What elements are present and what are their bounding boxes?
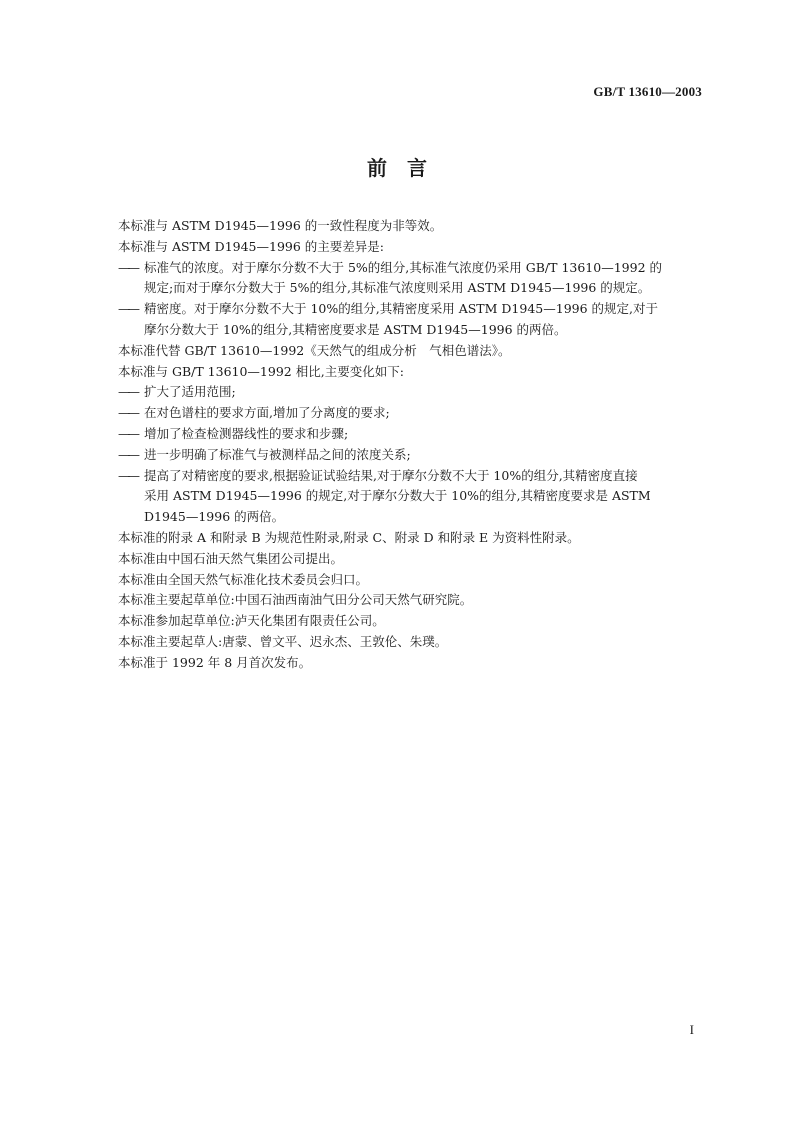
- dash-item-text: [144, 445, 708, 466]
- text-line: 进一步明确了标准气与被测样品之间的浓度关系;: [144, 446, 411, 462]
- text-line: D1945—1996 的两倍。: [144, 509, 285, 525]
- dash-list-item: [118, 258, 708, 300]
- paragraph: [118, 653, 708, 674]
- text-line: 在对色谱柱的要求方面,增加了分离度的要求;: [144, 405, 390, 421]
- text-line: 摩尔分数大于 10%的组分,其精密度要求是 ASTM D1945—1996 的两倍。: [144, 321, 567, 337]
- text-line: 本标准主要起草单位:中国石油西南油气田分公司天然气研究院。: [118, 592, 473, 608]
- text-line: 扩大了适用范围;: [144, 384, 236, 400]
- text-line: 本标准主要起草人:唐蒙、曾文平、迟永杰、王敦伦、朱璞。: [118, 633, 448, 649]
- text-line: 标准气的浓度。对于摩尔分数不大于 5%的组分,其标准气浓度仍采用 GB/T 13610—1992 的: [144, 259, 662, 275]
- paragraph: [118, 216, 708, 237]
- standard-code: GB/T 13610—2003: [593, 84, 702, 99]
- dash-bullet: ——: [118, 467, 137, 483]
- paragraph: [118, 237, 708, 258]
- dash-list-item: [118, 403, 708, 424]
- dash-item-text: [144, 382, 708, 403]
- text-line: 增加了检查检测器线性的要求和步骤;: [144, 425, 349, 441]
- text-line: 本标准与 ASTM D1945—1996 的一致性程度为非等效。: [118, 218, 443, 233]
- dash-item-text: [144, 299, 708, 341]
- text-line: 本标准于 1992 年 8 月首次发布。: [118, 654, 312, 670]
- page-number: I: [689, 1022, 694, 1037]
- text-line: 采用 ASTM D1945—1996 的规定,对于摩尔分数大于 10%的组分,其精密度要求是 ASTM: [144, 488, 651, 504]
- paragraph: [118, 611, 708, 632]
- page-title: 前 言: [367, 156, 427, 180]
- dash-bullet: ——: [118, 384, 137, 400]
- dash-bullet: ——: [118, 405, 137, 421]
- paragraph: [118, 549, 708, 570]
- text-line: 本标准的附录 A 和附录 B 为规范性附录,附录 C、附录 D 和附录 E 为资料性附录。: [118, 529, 580, 545]
- dash-list-item: [118, 382, 708, 403]
- dash-item-text: [144, 258, 708, 300]
- text-line: 本标准由中国石油天然气集团公司提出。: [118, 550, 344, 566]
- dash-bullet: ——: [118, 259, 137, 275]
- dash-bullet: ——: [118, 446, 137, 462]
- paragraph: [118, 341, 708, 362]
- text-line: 本标准与 GB/T 13610—1992 相比,主要变化如下:: [118, 363, 404, 379]
- foreword-body: [118, 216, 708, 674]
- text-line: 规定;而对于摩尔分数大于 5%的组分,其标准气浓度则采用 ASTM D1945—1996 的规定。: [144, 280, 651, 296]
- paragraph: [118, 528, 708, 549]
- dash-item-text: [144, 424, 708, 445]
- dash-list-item: [118, 466, 708, 528]
- dash-bullet: ——: [118, 425, 137, 441]
- paragraph: [118, 590, 708, 611]
- paragraph: [118, 570, 708, 591]
- text-line: 本标准由全国天然气标准化技术委员会归口。: [118, 571, 369, 587]
- text-line: 本标准与 ASTM D1945—1996 的主要差异是:: [118, 238, 385, 254]
- text-line: 提高了对精密度的要求,根据验证试验结果,对于摩尔分数不大于 10%的组分,其精密度直接: [144, 467, 638, 483]
- paragraph: [118, 632, 708, 653]
- text-line: 本标准代替 GB/T 13610—1992《天然气的组成分析 气相色谱法》。: [118, 342, 511, 358]
- dash-list-item: [118, 424, 708, 445]
- dash-list-item: [118, 299, 708, 341]
- text-line: 精密度。对于摩尔分数不大于 10%的组分,其精密度采用 ASTM D1945—1996 的规定,对于: [144, 301, 658, 317]
- paragraph: [118, 362, 708, 383]
- dash-item-text: [144, 466, 708, 528]
- dash-bullet: ——: [118, 301, 137, 317]
- text-line: 本标准参加起草单位:泸天化集团有限责任公司。: [118, 613, 385, 629]
- dash-list-item: [118, 445, 708, 466]
- dash-item-text: [144, 403, 708, 424]
